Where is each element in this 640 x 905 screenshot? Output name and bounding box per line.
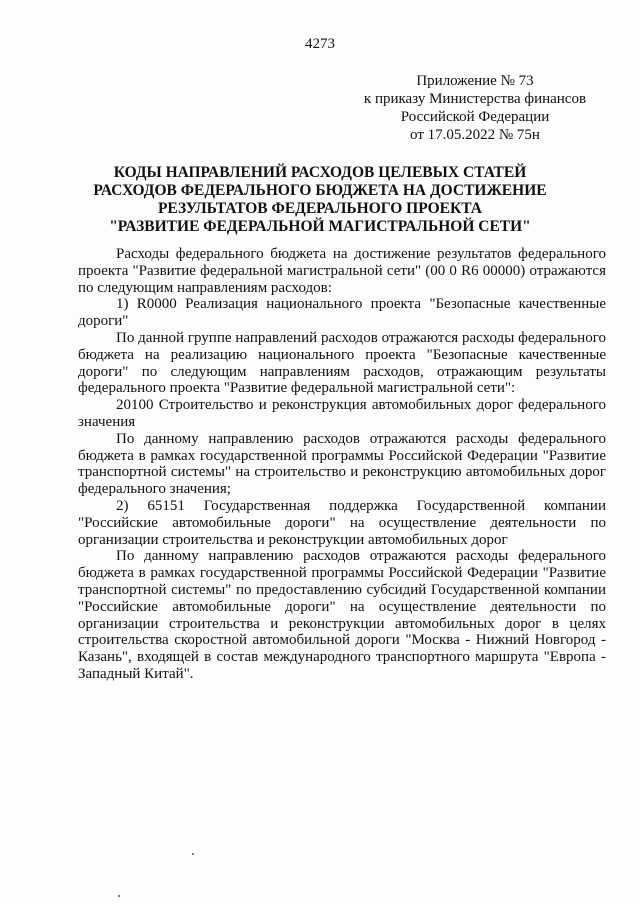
scan-speck [118,895,120,897]
body-paragraph: 2) 65151 Государственная поддержка Государственной компании "Российские автомобильные дороги" на осуществление деятельности по организации строительства и реконструкции автомобильных дорог [78,497,606,548]
body-paragraph: 20100 Строительство и реконструкция автомобильных дорог федерального значения [78,397,606,430]
appendix-header [340,72,610,144]
document-body [78,246,606,683]
title-line: РЕЗУЛЬТАТОВ ФЕДЕРАЛЬНОГО ПРОЕКТА [157,200,483,217]
appendix-line: к приказу Министерства финансов [363,91,587,107]
page-number: 4273 [305,36,335,52]
body-paragraph: По данному направлению расходов отражаются расходы федерального бюджета в рамках государственной программы Российской Федерации "Развитие транспортной системы" по предоставлению субсидий Государственной компании "Российские автомобильные дороги" на осуществление деятельности по организации строительства и реконструкции автомобильных дорог в целях строительства скоростной автомобильной дороги "Москва - Нижний Новгород - Казань", входящей в состав международного транспортного маршрута "Европа - Западный Китай". [78,548,606,682]
appendix-line: от 17.05.2022 № 75н [410,127,540,143]
title-line: "РАЗВИТИЕ ФЕДЕРАЛЬНОЙ МАГИСТРАЛЬНОЙ СЕТИ" [109,218,531,235]
appendix-line: Российской Федерации [400,109,550,125]
title-line: КОДЫ НАПРАВЛЕНИЙ РАСХОДОВ ЦЕЛЕВЫХ СТАТЕЙ [113,164,527,181]
document-title [60,164,580,236]
body-paragraph: По данному направлению расходов отражаются расходы федерального бюджета в рамках государственной программы Российской Федерации "Развитие транспортной системы" на строительство и реконструкцию автомобильных дорог федерального значения; [78,430,606,498]
appendix-line: Приложение № 73 [416,73,534,89]
body-paragraph: 1) R0000 Реализация национального проекта "Безопасные качественные дороги" [78,296,606,330]
scan-speck [192,853,194,855]
title-line: РАСХОДОВ ФЕДЕРАЛЬНОГО БЮДЖЕТА НА ДОСТИЖЕНИЕ [93,182,547,199]
body-paragraph: По данной группе направлений расходов отражаются расходы федерального бюджета на реализацию национального проекта "Безопасные качественные дороги" по следующим направлениям расходов, отражающим результаты федерального проекта "Развитие федеральной магистральной сети": [78,329,606,397]
body-paragraph: Расходы федерального бюджета на достижение результатов федерального проекта "Развитие федеральной магистральной сети" (00 0 R6 00000) отражаются по следующим направлениям расходов: [78,246,606,296]
